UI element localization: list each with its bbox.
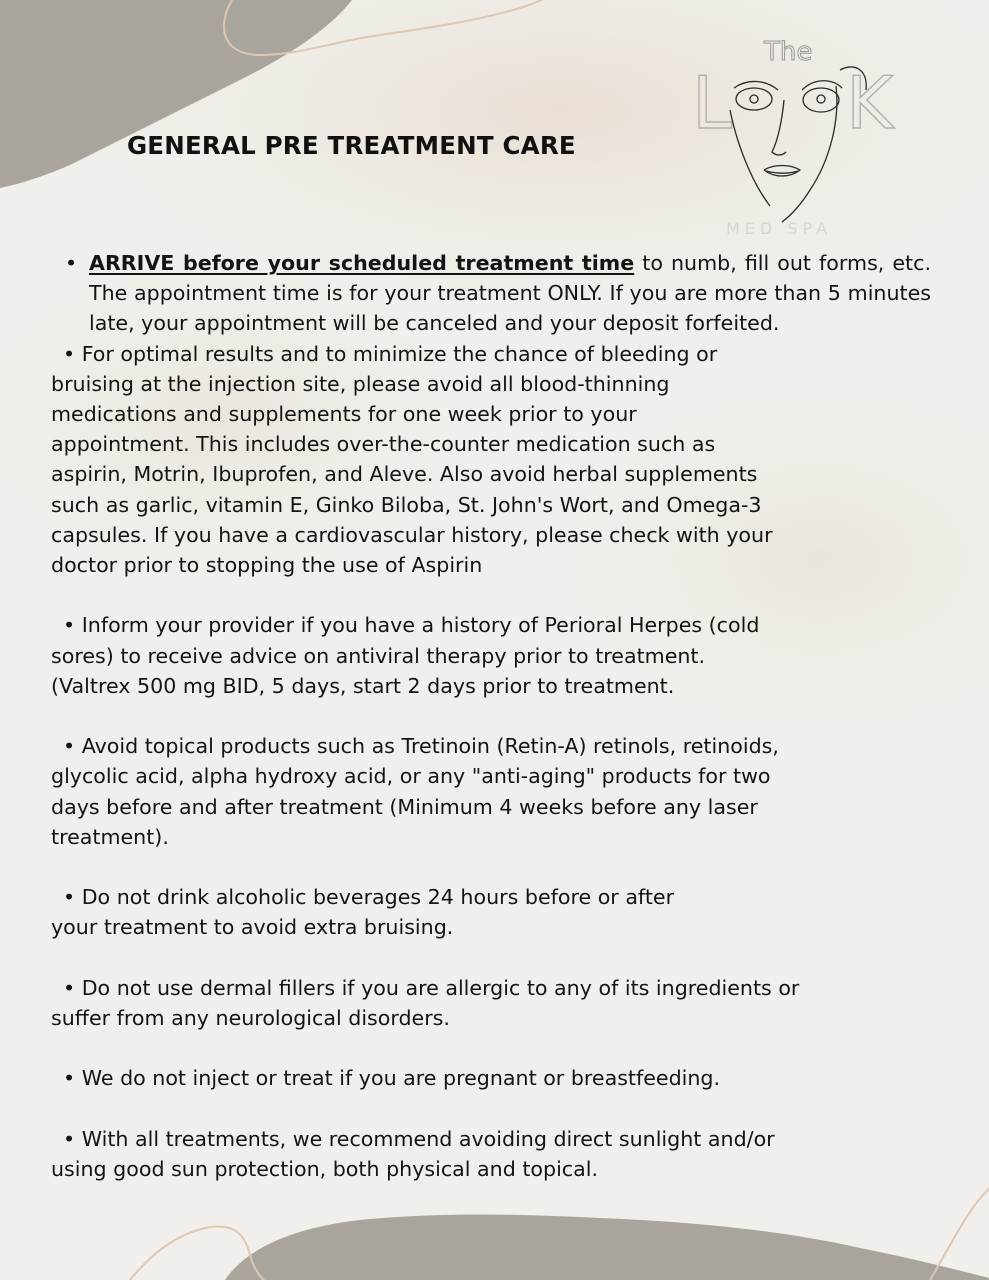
list-item	[51, 882, 931, 942]
logo-letter-l: L	[692, 61, 733, 145]
list-item-text: • Do not drink alcoholic beverages 24 hours before or after your treatment to avoid extra bruising.	[51, 885, 675, 940]
arrive-emphasis: ARRIVE before your scheduled treatment time	[89, 251, 635, 275]
bullet-icon: •	[65, 251, 78, 275]
list-item	[51, 973, 931, 1033]
list-item-text: • With all treatments, we recommend avoiding direct sunlight and/or using good sun protection, both physical and topical.	[51, 1126, 775, 1181]
list-item-text: • We do not inject or treat if you are pregnant or breastfeeding.	[63, 1066, 721, 1091]
logo-word-the: The	[764, 37, 813, 67]
spa-logo	[690, 30, 920, 245]
list-item	[51, 731, 931, 852]
logo-subtitle: MED SPA	[726, 219, 833, 238]
list-item	[51, 1124, 931, 1184]
list-item-text: • Inform your provider if you have a history of Perioral Herpes (cold sores) to receive advice on antiviral therapy prior to treatment. (Valtrex 500 mg BID, 5 days, start 2 days prior to treatment.	[51, 613, 760, 698]
page-title: GENERAL PRE TREATMENT CARE	[127, 131, 576, 160]
list-item	[51, 1063, 931, 1093]
list-item	[51, 339, 931, 581]
list-item-text: to numb, fill out forms, etc. The appointment time is for your treatment ONLY. If you are more than 5 minutes late, your appointment will be canceled and your deposit forfeited.	[89, 251, 932, 336]
list-item-text: • Avoid topical products such as Tretinoin (Retin-A) retinols, retinoids, glycolic acid, alpha hydroxy acid, or any "anti-aging" products for two days before and after treatment (Minimum 4 weeks before any laser treatment).	[51, 734, 779, 849]
list-item	[51, 610, 931, 701]
list-item	[51, 248, 931, 339]
logo-letter-k: K	[846, 61, 894, 145]
list-item-text: • For optimal results and to minimize the chance of bleeding or bruising at the injection site, please avoid all blood-thinning medications and supplements for one week prior to your appointment. This includes over-the-counter medication such as aspirin, Motrin, Ibuprofen, and Aleve. Also avoid herbal supplements such as garlic, vitamin E, Ginko Biloba, St. John's Wort, and Omega-3 capsules. If you have a cardiovascular history, please check with your doctor prior to stopping the use of Aspirin	[51, 341, 773, 578]
care-instructions	[51, 248, 931, 1184]
list-item-text: • Do not use dermal fillers if you are allergic to any of its ingredients or suffer from any neurological disorders.	[51, 975, 800, 1031]
